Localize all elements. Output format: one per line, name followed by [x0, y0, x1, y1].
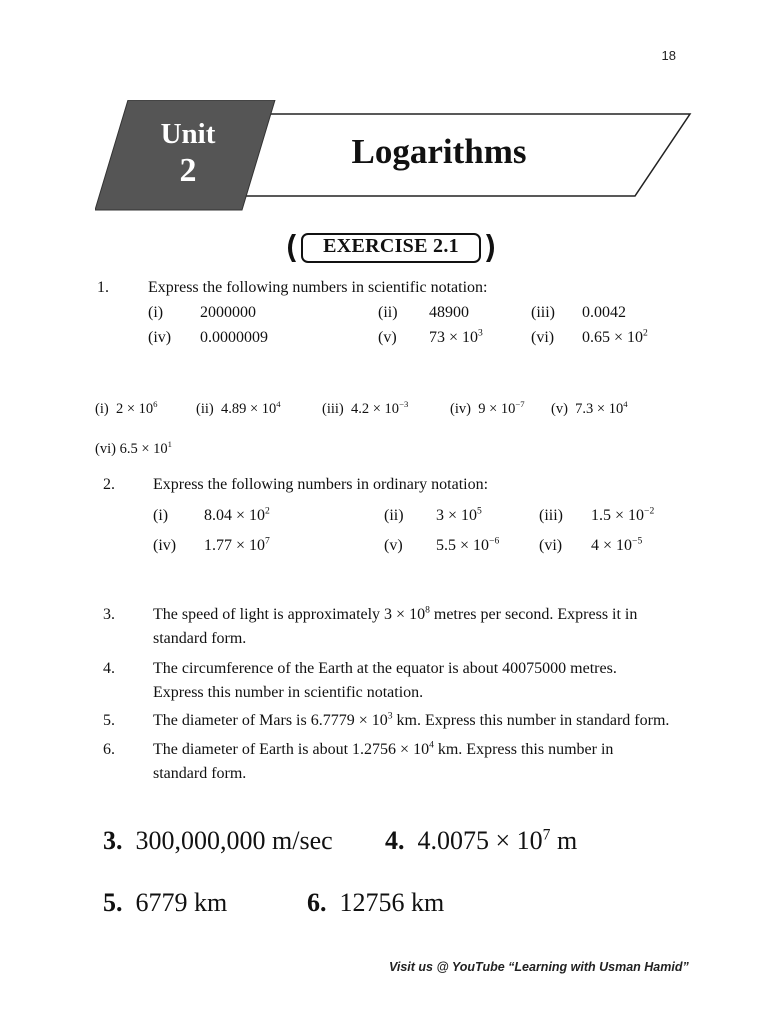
- answer-6: 6. 12756 km: [307, 888, 445, 917]
- a1-item: (v) $7.3 \times 10^4$: [551, 399, 628, 417]
- q6-line: The diameter of Earth is about $1.2756 \times 10^4$ km. Express this number in: [153, 739, 614, 758]
- page-number: 18: [661, 48, 676, 63]
- unit-number: 2: [179, 152, 197, 189]
- exercise-title: EXERCISE 2.1: [323, 235, 459, 257]
- q1-item-roman: (ii): [378, 304, 398, 321]
- q2-item-roman: (iii): [539, 507, 563, 524]
- q2-item-roman: (vi): [539, 537, 563, 554]
- a1-item: (iv) $9 \times 10^{-7}$: [450, 399, 525, 417]
- q2-item-roman: (iv): [153, 537, 177, 554]
- q1-item-value: 48900: [429, 304, 469, 321]
- q2-item-value: $1.77 \times 10^7$: [204, 535, 270, 554]
- answer-5: 5. 6779 km: [103, 888, 228, 917]
- q3-line: The speed of light is approximately $3 \times 10^8$ metres per second. Express it in: [153, 604, 638, 623]
- q5-number: 5.: [103, 712, 115, 729]
- q2-number: 2.: [103, 476, 115, 493]
- q5-line: The diameter of Mars is $6.7779 \times 10^3$ km. Express this number in standard form.: [153, 710, 670, 729]
- a1-item: (ii) $4.89 \times 10^4$: [196, 399, 281, 417]
- a1-item: (vi) $6.5 \times 10^1$: [95, 439, 172, 457]
- q2-item-value: $5.5 \times 10^{-6}$: [436, 535, 500, 554]
- q1-item-value: $73 \times 10^3$: [429, 327, 483, 346]
- q1-item-value: 0.0042: [582, 304, 626, 321]
- q2-item-roman: (ii): [384, 507, 404, 524]
- q4-line: Express this number in scientific notation.: [153, 684, 424, 701]
- footer-youtube-credit: Visit us @ YouTube “Learning with Usman Hamid”: [389, 960, 689, 974]
- q1-item-roman: (iii): [531, 304, 555, 321]
- q3-line: standard form.: [153, 630, 247, 647]
- q6-line: standard form.: [153, 765, 247, 782]
- q1-item-roman: (vi): [531, 329, 555, 346]
- q2-item-roman: (v): [384, 537, 403, 554]
- unit-label: Unit: [160, 118, 216, 150]
- q1-item-roman: (v): [378, 329, 397, 346]
- q3-number: 3.: [103, 606, 115, 623]
- q1-item-value: 2000000: [200, 304, 256, 321]
- answer-4: 4. $4.0075 \times 10^7$ m: [385, 826, 578, 855]
- q4-line: The circumference of the Earth at the equator is about 40075000 metres.: [153, 660, 617, 677]
- answer-3: 3. 300,000,000 m/sec: [103, 826, 333, 855]
- q1-item-roman: (iv): [148, 329, 172, 346]
- a1-item: (iii) $4.2 \times 10^{-3}$: [322, 399, 409, 417]
- q1-prompt: Express the following numbers in scientific notation:: [148, 279, 488, 296]
- q2-item-value: $4 \times 10^{-5}$: [591, 535, 643, 554]
- q1-number: 1.: [97, 279, 109, 296]
- q2-item-value: $8.04 \times 10^2$: [204, 505, 270, 524]
- q6-number: 6.: [103, 741, 115, 758]
- unit-title: Logarithms: [351, 132, 527, 171]
- a1-item: (i) $2 \times 10^6$: [95, 399, 158, 417]
- q2-item-value: $1.5 \times 10^{-2}$: [591, 505, 655, 524]
- q2-prompt: Express the following numbers in ordinary notation:: [153, 476, 489, 493]
- q1-item-value: $0.65 \times 10^2$: [582, 327, 648, 346]
- q1-item-roman: (i): [148, 304, 164, 321]
- q1-item-value: 0.0000009: [200, 329, 268, 346]
- q2-item-roman: (i): [153, 507, 169, 524]
- q2-item-value: $3 \times 10^5$: [436, 505, 482, 524]
- q4-number: 4.: [103, 660, 115, 677]
